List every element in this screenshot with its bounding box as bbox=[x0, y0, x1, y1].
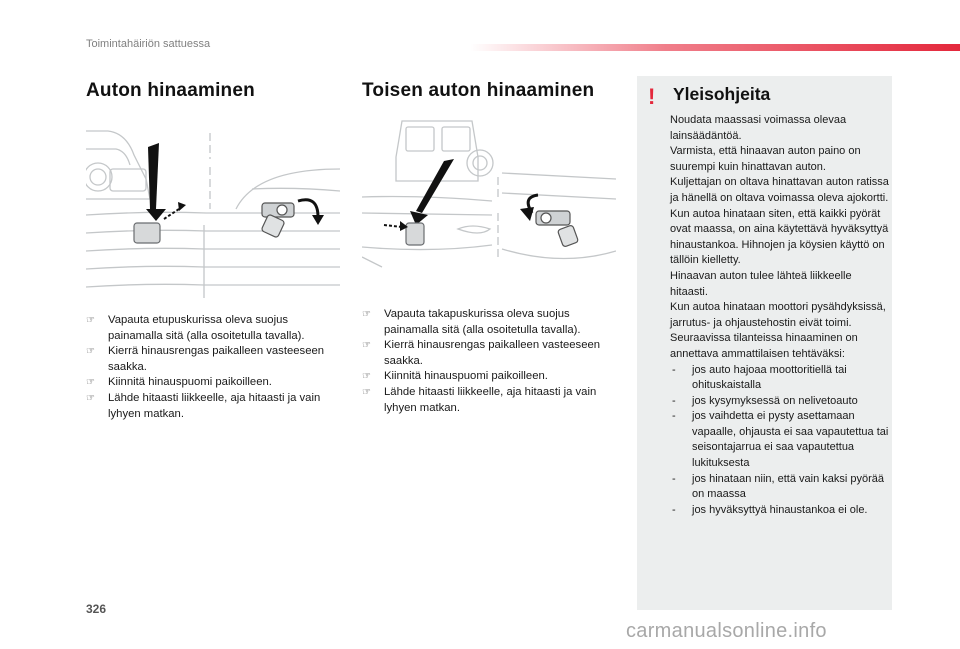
advice-title: Yleisohjeita bbox=[673, 84, 771, 104]
list-item: - jos kysymyksessä on nelivetoauto bbox=[672, 394, 858, 407]
arrow-right-icon: ☞ bbox=[86, 392, 95, 404]
arrow-right-icon: ☞ bbox=[362, 340, 371, 352]
advice-paragraph: Kuljettajan on oltava hinattavan auton ratissa ja hänellä on oltava voimassa oleva ajokortti. bbox=[670, 176, 889, 204]
front-towing-illustration bbox=[86, 129, 340, 298]
advice-paragraph: Varmista, että hinaavan auton paino on suurempi kuin hinattavan auton. bbox=[670, 145, 861, 173]
advice-paragraph: Kun autoa hinataan moottori pysähdyksissä, jarrutus- ja ohjaustehostin eivät toimi. bbox=[670, 301, 886, 329]
advice-paragraph: Seuraavissa tilanteissa hinaaminen on annettava ammattilaisen tehtäväksi: bbox=[670, 332, 858, 360]
section-title: Toimintahäiriön sattuessa bbox=[86, 38, 211, 50]
list-item: ☞ Vapauta takapuskurissa oleva suojus painamalla sitä (alla osoitetulla tavalla). bbox=[362, 308, 581, 336]
advice-paragraph: Kun autoa hinataan siten, että kaikki pyörät ovat maassa, on aina käytettävä hyväksyttyä hinaustankoa. Hihnojen ja köysien käyttö on tällöin kielletty. bbox=[670, 207, 889, 267]
list-item: - jos auto hajoaa moottoritiellä tai ohituskaistalla bbox=[672, 363, 847, 392]
arrow-right-icon: ☞ bbox=[362, 371, 371, 383]
list-item: ☞ Kiinnitä hinauspuomi paikoilleen. bbox=[362, 369, 624, 385]
list-item: - jos hinataan niin, että vain kaksi pyörää on maassa bbox=[672, 472, 885, 501]
page-number: 326 bbox=[86, 602, 107, 616]
list-item: ☞ Kierrä hinausrengas paikalleen vasteeseen saakka. bbox=[362, 339, 601, 367]
list-item: - jos vaihdetta ei pysty asettamaan vapaalle, ohjausta ei saa vapautettua tai seisontajarrua ei saa vapautettua lukituksesta bbox=[672, 410, 889, 470]
list-item: - jos hyväksyttyä hinaustankoa ei ole. bbox=[672, 503, 868, 516]
watermark: carmanualsonline.info bbox=[626, 620, 827, 642]
list-item: ☞ Lähde hitaasti liikkeelle, aja hitaasti ja vain lyhyen matkan. bbox=[86, 391, 321, 420]
list-item: ☞ Kiinnitä hinauspuomi paikoilleen. bbox=[86, 375, 344, 391]
warning-icon: ! bbox=[648, 84, 656, 109]
arrow-right-icon: ☞ bbox=[86, 346, 95, 358]
advice-paragraph: Noudata maassasi voimassa olevaa lainsäädäntöä. bbox=[670, 114, 847, 142]
advice-paragraph: Hinaavan auton tulee lähteä liikkeelle hitaasti. bbox=[670, 269, 852, 298]
header-accent-bar bbox=[470, 44, 960, 51]
list-item: ☞ Lähde hitaasti liikkeelle, aja hitaasti ja vain lyhyen matkan. bbox=[362, 385, 597, 414]
professional-towing-cases bbox=[670, 363, 890, 519]
general-advice-panel bbox=[637, 76, 892, 610]
arrow-right-icon: ☞ bbox=[362, 309, 371, 320]
advice-body bbox=[670, 113, 890, 518]
arrow-right-icon: ☞ bbox=[86, 315, 95, 326]
list-item: ☞ Kierrä hinausrengas paikalleen vasteeseen saakka. bbox=[86, 345, 325, 373]
rear-towing-illustration bbox=[362, 117, 616, 287]
rear-towing-steps bbox=[362, 307, 624, 416]
towing-own-car-title: Auton hinaaminen bbox=[86, 80, 255, 101]
front-towing-steps bbox=[86, 313, 344, 422]
arrow-right-icon: ☞ bbox=[362, 386, 371, 398]
arrow-right-icon: ☞ bbox=[86, 377, 95, 389]
towing-other-car-title: Toisen auton hinaaminen bbox=[362, 80, 595, 101]
list-item: ☞ Vapauta etupuskurissa oleva suojus painamalla sitä (alla osoitetulla tavalla). bbox=[86, 314, 305, 342]
